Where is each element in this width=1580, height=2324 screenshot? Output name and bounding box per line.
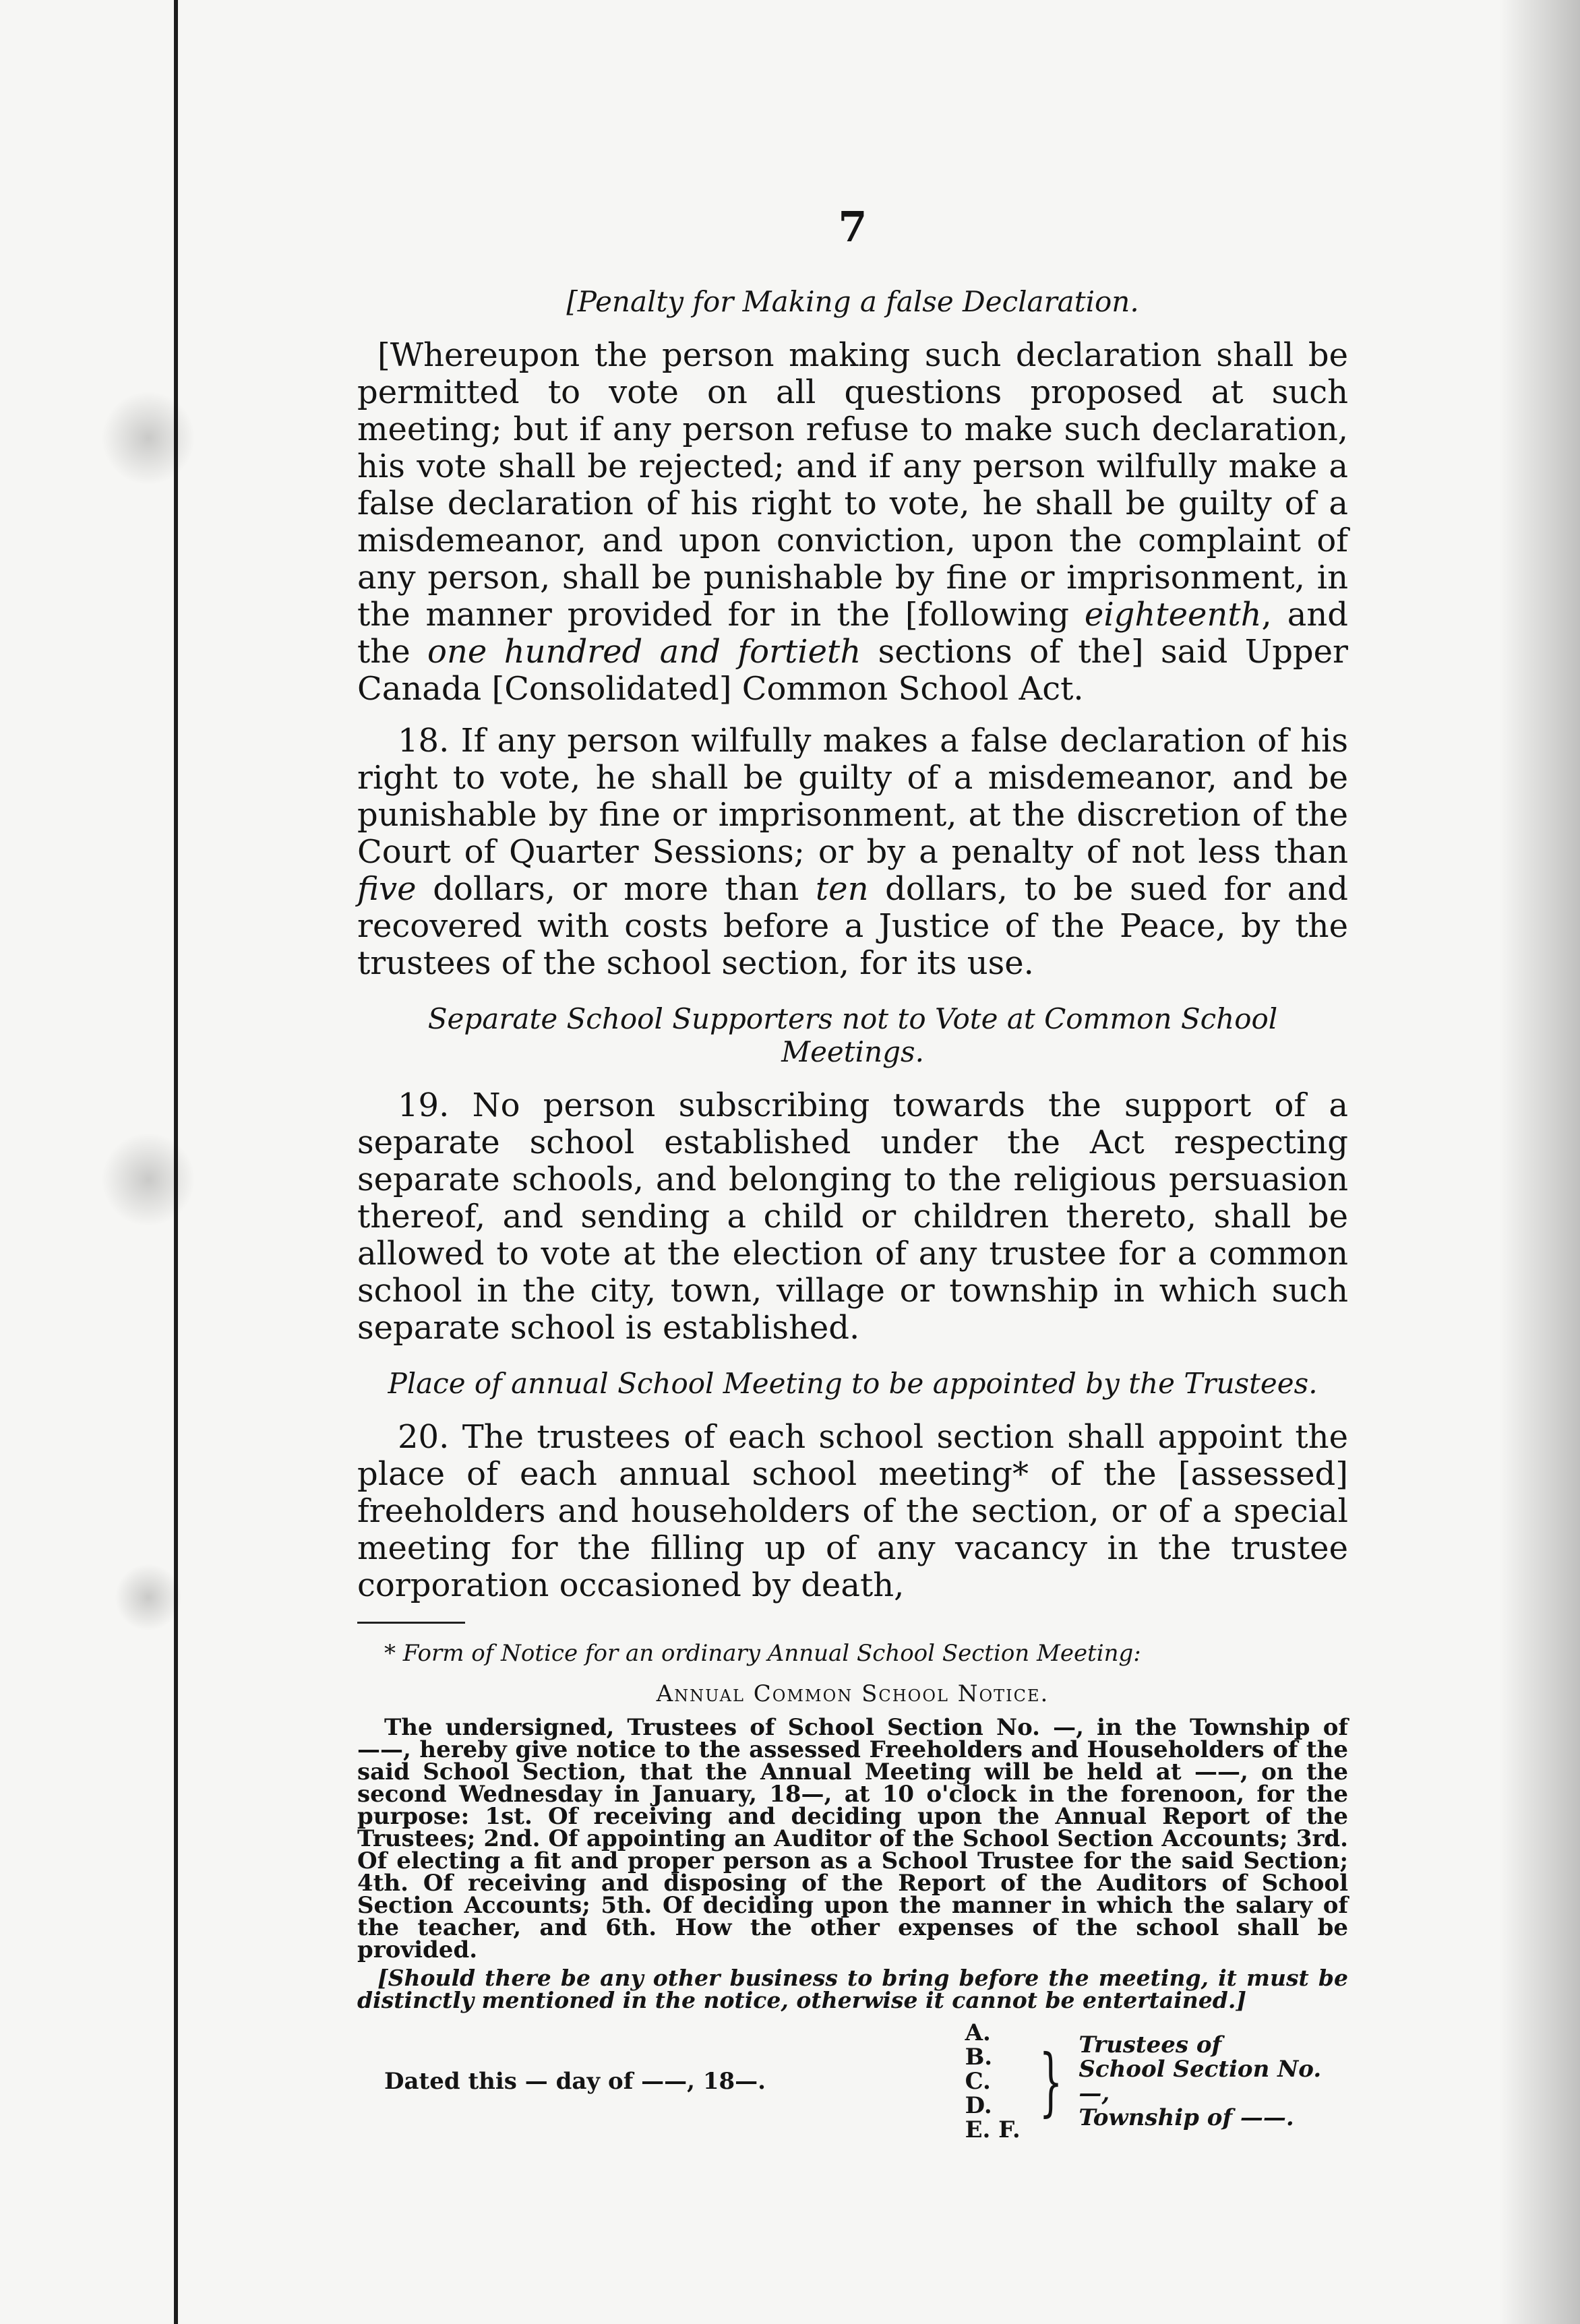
signature-block bbox=[384, 2021, 1348, 2142]
footnote-title: * Form of Notice for an ordinary Annual School Section Meeting: bbox=[384, 1640, 1141, 1667]
notice-heading: Annual Common School Notice. bbox=[656, 1680, 1050, 1707]
penalty-heading: [Penalty for Making a false Declaration. bbox=[566, 285, 1139, 318]
right-brace-icon: } bbox=[1039, 2038, 1063, 2124]
place-of-meeting-heading: Place of annual School Meeting to be appointed by the Trustees. bbox=[388, 1367, 1318, 1400]
page-edge-shadow bbox=[1499, 0, 1580, 2324]
footnote-divider bbox=[357, 1622, 465, 1624]
trustees-line-3: Township of ——. bbox=[1078, 2104, 1294, 2131]
dated-line: Dated this — day of ——, 18—. bbox=[384, 2068, 766, 2095]
initial-3: E. F. bbox=[965, 2116, 1021, 2143]
notice-body: The undersigned, Trustees of School Section No. —, in the Township of ——, hereby give notice to the assessed Freeholders and Householders of the said School Section, that the Annual Meeting will be held at ——, on the second Wednesday in January, 18—, at 10 o'clock in the forenoon, for the purpose: 1st. Of receiving and deciding upon the Annual Report of the Trustees; 2nd. Of appointing an Auditor of the School Section Accounts; 3rd. Of electing a fit and proper person as a School Trustee for the said Section; 4th. Of receiving and disposing of the Report of the Auditors of School Section Accounts; 5th. Of deciding upon the manner in which the salary of the teacher, and 6th. How the other expenses of the school shall be provided. bbox=[357, 1714, 1348, 1963]
page-number: 7 bbox=[838, 202, 868, 251]
trustees-designation bbox=[1078, 2033, 1348, 2130]
trustees-line-1: Trustees of bbox=[1078, 2031, 1222, 2058]
notice-note: [Should there be any other business to bring before the meeting, it must be distinctly mentioned in the notice, otherwise it cannot be entertained.] bbox=[357, 1965, 1348, 2013]
paragraph-19: 19. No person subscribing towards the support of a separate school established under the Act respecting separate schools, and belonging to the religious persuasion thereof, and sending a child or children thereto, shall be allowed to vote at the election of any trustee for a common school in the city, town, village or township in which such separate school is established. bbox=[357, 1087, 1348, 1347]
trustees-line-2: School Section No. —, bbox=[1078, 2056, 1322, 2107]
initial-2: C. D. bbox=[965, 2068, 992, 2119]
gutter-smudge bbox=[115, 1564, 182, 1631]
separate-school-heading: Separate School Supporters not to Vote at Common School Meetings. bbox=[427, 1002, 1278, 1068]
gutter-smudge bbox=[101, 1132, 195, 1227]
page-content bbox=[357, 202, 1348, 2142]
trustee-initials bbox=[965, 2021, 1024, 2142]
gutter-smudge bbox=[101, 391, 195, 485]
paragraph-18: 18. If any person wilfully makes a false declaration of his right to vote, he shall be guilty of a misdemeanor, and be punishable by fine or imprisonment, at the discretion of the Court of Quarter Sessions; or by a penalty of not less than five dollars, or more than ten dollars, to be sued for and recovered with costs before a Justice of the Peace, by the trustees of the school section, for its use. bbox=[357, 722, 1348, 982]
initial-1: A. B. bbox=[965, 2019, 993, 2071]
paragraph-20: 20. The trustees of each school section shall appoint the place of each annual school meeting* of the [assessed] freeholders and householders of the section, or of a special meeting for the filling up of any vacancy in the trustee corporation occasioned by death, bbox=[357, 1418, 1348, 1604]
paragraph-whereupon: [Whereupon the person making such declaration shall be permitted to vote on all questions proposed at such meeting; but if any person refuse to make such declaration, his vote shall be rejected; and if any person wilfully make a false declaration of his right to vote, he shall be guilty of a misdemeanor, and upon conviction, upon the complaint of any person, shall be punishable by fine or imprisonment, in the manner provided for in the [following eighteenth, and the one hundred and fortieth sections of the] said Upper Canada [Consolidated] Common School Act. bbox=[357, 336, 1348, 708]
